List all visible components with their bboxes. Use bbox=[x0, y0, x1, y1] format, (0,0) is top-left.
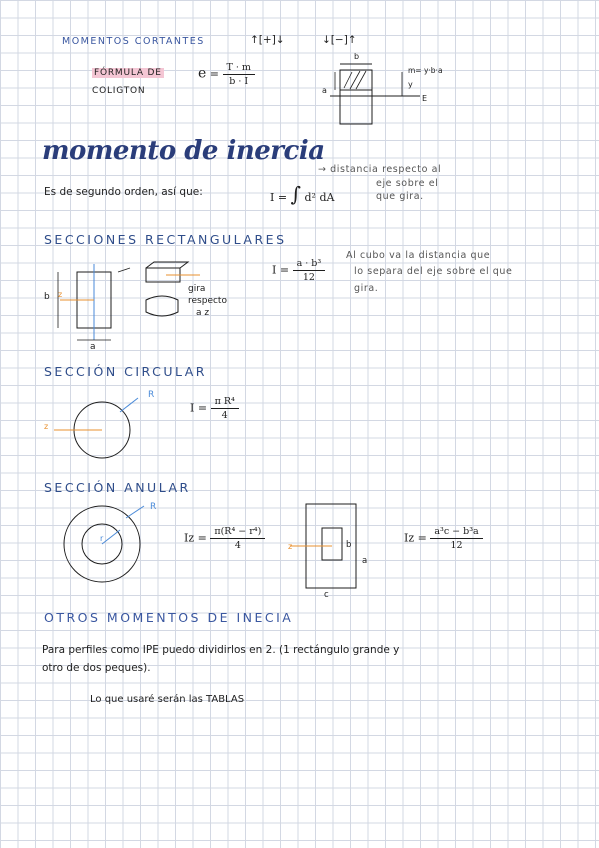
circ-formula bbox=[190, 396, 239, 421]
rect-den: 12 bbox=[302, 272, 315, 283]
circ-lbl-R: R bbox=[148, 390, 155, 400]
anular-den: 4 bbox=[234, 540, 241, 551]
anular-lbl-r: r bbox=[100, 534, 104, 543]
page-title: momento de inercia bbox=[42, 136, 325, 166]
hollow-lhs: Iz bbox=[404, 531, 415, 545]
circ-eq: = bbox=[197, 401, 208, 415]
intro-note-1: → distancia respecto al bbox=[318, 164, 442, 175]
intro-note-2: eje sobre el bbox=[376, 178, 439, 189]
anular-lhs: Iz bbox=[184, 531, 195, 545]
hollow-formula bbox=[404, 526, 483, 551]
colignon-section-figure bbox=[320, 52, 460, 132]
rect-lbl-b: b bbox=[44, 292, 50, 302]
otros-heading: OTROS MOMENTOS DE INECIA bbox=[44, 610, 294, 625]
circ-den: 4 bbox=[221, 410, 228, 421]
anular-section-figure bbox=[58, 500, 178, 590]
rect-section-figure bbox=[50, 260, 200, 360]
anular-num: π(R⁴ − r⁴) bbox=[210, 526, 265, 539]
hollow-lbl-c: c bbox=[324, 590, 329, 600]
intro-formula bbox=[270, 182, 334, 206]
hollow-lbl-z: z bbox=[288, 542, 293, 551]
rect-note-2: lo separa del eje sobre el que bbox=[354, 266, 513, 277]
colignon-label-text-1: FÓRMULA DE bbox=[94, 68, 162, 78]
circ-heading: SECCIÓN CIRCULAR bbox=[44, 364, 207, 379]
intro-lhs: I bbox=[270, 191, 275, 204]
otros-line-2: otro de dos peques). bbox=[42, 662, 151, 674]
rect-formula bbox=[272, 258, 325, 283]
momentos-cortantes-label: MOMENTOS CORTANTES bbox=[62, 36, 205, 47]
circ-num: π R⁴ bbox=[211, 396, 239, 409]
circ-lhs: I bbox=[190, 401, 195, 415]
intro-note-3: que gira. bbox=[376, 191, 424, 202]
intro-eq: = bbox=[277, 191, 288, 204]
colignon-label-2: COLIGTON bbox=[92, 86, 146, 96]
intro-rhs: d² dA bbox=[304, 191, 335, 204]
colignon-fraction bbox=[223, 62, 255, 87]
colignon-fig-b: b bbox=[354, 52, 360, 61]
hollow-num: a³c − b³a bbox=[430, 526, 482, 539]
colignon-label-1 bbox=[92, 68, 164, 78]
hollow-den: 12 bbox=[450, 540, 463, 551]
hollow-rect-figure bbox=[286, 502, 376, 602]
hollow-eq: = bbox=[417, 531, 427, 545]
rect-lhs: I bbox=[272, 263, 277, 277]
anular-eq: = bbox=[197, 531, 207, 545]
colignon-fig-a: a bbox=[322, 86, 327, 95]
otros-line-1: Para perfiles como IPE puedo dividirlos en 2. (1 rectángulo grande y bbox=[42, 644, 400, 656]
anular-heading: SECCIÓN ANULAR bbox=[44, 480, 191, 495]
colignon-fig-E: E bbox=[422, 94, 428, 103]
colignon-fig-y: y bbox=[408, 80, 413, 89]
intro-text: Es de segundo orden, así que: bbox=[44, 186, 203, 198]
rect-gira-2: respecto bbox=[188, 296, 227, 306]
rect-lbl-a: a bbox=[90, 342, 96, 352]
colignon-eq: = bbox=[209, 67, 220, 81]
circ-lbl-z: z bbox=[44, 422, 49, 431]
anular-fraction bbox=[210, 526, 265, 551]
anular-formula bbox=[184, 526, 265, 551]
colignon-formula bbox=[198, 62, 255, 87]
colignon-den: b · I bbox=[229, 76, 249, 87]
hollow-lbl-b: b bbox=[346, 540, 352, 550]
rect-gira-1: gira bbox=[188, 284, 206, 294]
anular-lbl-R: R bbox=[150, 502, 157, 512]
hollow-fraction bbox=[430, 526, 482, 551]
rect-note-1: Al cubo va la distancia que bbox=[346, 250, 491, 261]
colignon-lhs: e bbox=[198, 65, 207, 82]
circ-fraction bbox=[211, 396, 239, 421]
rect-lbl-z: z bbox=[58, 290, 63, 299]
sign-convention-positive: ↑[+]↓ bbox=[250, 34, 285, 46]
colignon-fig-m: m= y·b·a bbox=[408, 66, 443, 75]
otros-line-3: Lo que usaré serán las TABLAS bbox=[90, 694, 245, 705]
rect-heading: SECCIONES RECTANGULARES bbox=[44, 232, 287, 247]
hollow-lbl-a: a bbox=[362, 556, 368, 566]
rect-note-3: gira. bbox=[354, 283, 379, 294]
rect-eq: = bbox=[279, 263, 290, 277]
rect-num: a · b³ bbox=[293, 258, 326, 271]
sign-convention-negative: ↓[−]↑ bbox=[322, 34, 357, 46]
intro-integral: ∫ bbox=[290, 182, 301, 206]
rect-fraction bbox=[293, 258, 326, 283]
circ-section-figure bbox=[50, 396, 160, 466]
colignon-num: T · m bbox=[223, 62, 255, 75]
rect-gira-3: a z bbox=[196, 308, 210, 318]
